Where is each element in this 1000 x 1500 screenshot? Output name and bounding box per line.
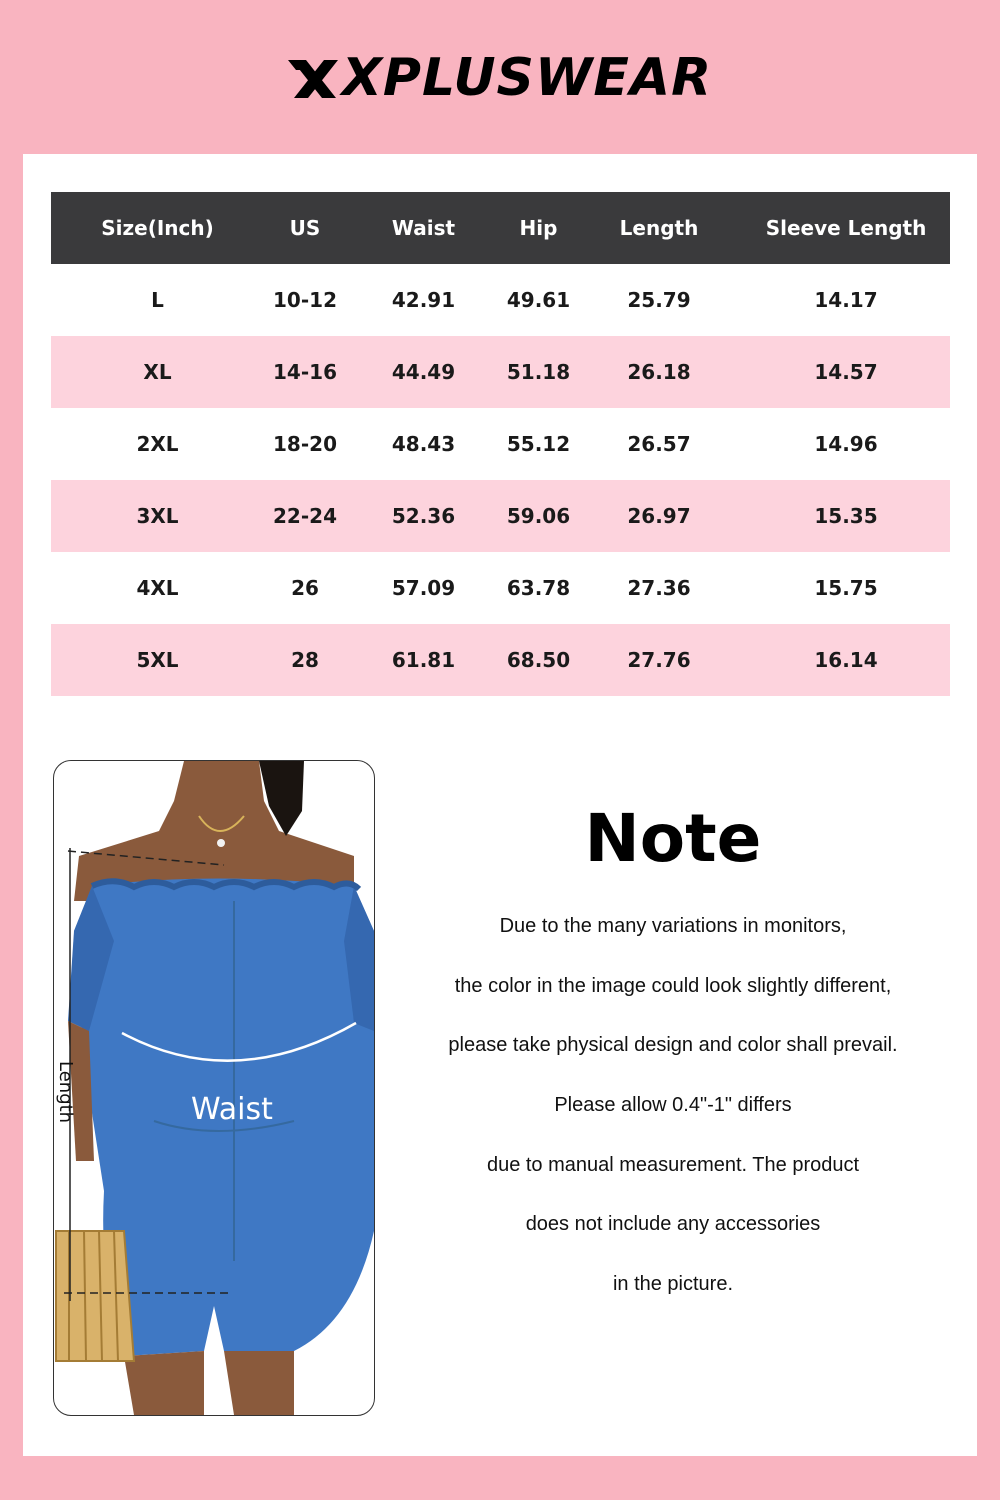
cell-waist: 42.91 bbox=[391, 288, 456, 312]
length-label: Length bbox=[55, 1061, 76, 1124]
cell-waist: 57.09 bbox=[391, 576, 456, 600]
cell-hip: 59.06 bbox=[501, 480, 576, 552]
cell-us: 28 bbox=[264, 624, 346, 696]
cell-waist: 44.49 bbox=[346, 336, 501, 408]
cell-size: 4XL bbox=[136, 576, 179, 600]
brand-x-mark-icon bbox=[288, 52, 340, 104]
note-line: in the picture. bbox=[612, 1273, 734, 1296]
cell-size: 5XL bbox=[51, 624, 264, 696]
cell-hip: 63.78 bbox=[506, 576, 571, 600]
romper-illustration bbox=[54, 761, 374, 1415]
header-sleeve-length: Sleeve Length bbox=[742, 192, 950, 264]
content-panel bbox=[23, 154, 977, 1456]
cell-hip: 55.12 bbox=[506, 432, 571, 456]
note-line: please take physical design and color shall prevail. bbox=[448, 1034, 898, 1057]
brand-name: XPLUSWEAR bbox=[341, 48, 713, 108]
cell-length: 26.97 bbox=[576, 480, 742, 552]
cell-length: 27.36 bbox=[627, 576, 691, 600]
cell-sleeve-length: 14.57 bbox=[742, 336, 950, 408]
cell-us: 14-16 bbox=[264, 336, 346, 408]
table-header-row bbox=[51, 192, 950, 264]
cell-length: 25.79 bbox=[627, 288, 691, 312]
cell-waist: 52.36 bbox=[346, 480, 501, 552]
note-line: the color in the image could look slightly different, bbox=[454, 974, 892, 997]
table-row bbox=[51, 480, 950, 552]
cell-sleeve-length: 16.14 bbox=[742, 624, 950, 696]
cell-waist: 61.81 bbox=[346, 624, 501, 696]
cell-length: 27.76 bbox=[576, 624, 742, 696]
waist-label: Waist bbox=[191, 1092, 273, 1127]
note-line: does not include any accessories bbox=[525, 1213, 821, 1236]
cell-hip: 68.50 bbox=[501, 624, 576, 696]
cell-sleeve-length: 15.35 bbox=[742, 480, 950, 552]
cell-sleeve-length: 15.75 bbox=[814, 576, 878, 600]
table-row bbox=[51, 336, 950, 408]
cell-size: 2XL bbox=[136, 432, 179, 456]
header-length: Length bbox=[576, 192, 742, 264]
table-row bbox=[51, 408, 950, 480]
cell-size: 3XL bbox=[51, 480, 264, 552]
bag-shape bbox=[56, 1231, 134, 1361]
header-size: Size(Inch) bbox=[51, 192, 264, 264]
size-chart-table bbox=[51, 192, 950, 696]
header-hip: Hip bbox=[501, 192, 576, 264]
cell-us: 10-12 bbox=[273, 288, 337, 312]
cell-waist: 48.43 bbox=[391, 432, 456, 456]
cell-length: 26.57 bbox=[627, 432, 691, 456]
cell-size: L bbox=[151, 288, 164, 312]
cell-sleeve-length: 14.96 bbox=[814, 432, 878, 456]
note-text bbox=[383, 914, 963, 1332]
brand-logo bbox=[0, 48, 1000, 108]
table-row bbox=[51, 624, 950, 696]
cell-length: 26.18 bbox=[576, 336, 742, 408]
cell-size: XL bbox=[51, 336, 264, 408]
note-line: Please allow 0.4"-1" differs bbox=[554, 1094, 792, 1117]
cell-hip: 51.18 bbox=[501, 336, 576, 408]
note-title: Note bbox=[584, 800, 762, 877]
cell-us: 18-20 bbox=[273, 432, 337, 456]
cell-us: 22-24 bbox=[264, 480, 346, 552]
header-waist: Waist bbox=[346, 192, 501, 264]
header-us: US bbox=[264, 192, 346, 264]
cell-us: 26 bbox=[291, 576, 319, 600]
cell-sleeve-length: 14.17 bbox=[814, 288, 878, 312]
note-line: Due to the many variations in monitors, bbox=[499, 915, 847, 937]
cell-hip: 49.61 bbox=[506, 288, 571, 312]
note-line: due to manual measurement. The product bbox=[486, 1153, 860, 1176]
table-row bbox=[51, 264, 950, 336]
table-row bbox=[51, 552, 950, 624]
model-measurement-figure bbox=[53, 760, 375, 1416]
